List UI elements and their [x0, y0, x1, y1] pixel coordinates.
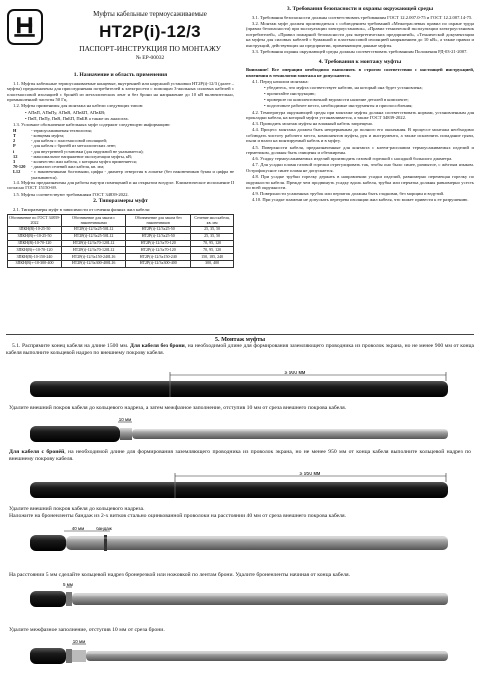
table-row — [8, 240, 234, 247]
section4-b3: • проверьте по комплектовочной ведомости наличие деталей в комплекте; — [264, 97, 409, 103]
table-row — [8, 247, 234, 254]
section1-p3: 1.3. Условное обозначение кабельных муфт содержит следующую информацию: — [13, 121, 171, 127]
legend-key: 3 — [13, 159, 16, 165]
step3-text — [9, 449, 471, 463]
product-title: НТ2Р(i)-12/3 — [99, 22, 201, 41]
table-cell: 70, 95, 120 — [191, 240, 234, 247]
legend-value: - для кабеля с пластмассовой изоляцией; — [31, 138, 108, 144]
section4-heading: 4. Требования к монтажу муфты — [318, 58, 402, 65]
document-number: № ЕР-00032 — [135, 55, 165, 61]
step7-text: Удалите межфазное заполнение, отступив 10 мм от среза брони. — [9, 627, 165, 633]
dim-label-5: 5 мм — [63, 583, 73, 587]
section3-heading: 3. Требования безопасности и охраны окружающей среды — [286, 6, 434, 12]
section1-types2: • ПвП, ПвПу, ПвВ, ПвБП, ПвБВ а также их аналогах. — [25, 115, 129, 121]
section5 — [6, 336, 474, 357]
section1-p4: 1.4. Муфты предназначены для работы внутри помещений и на открытом воздухе. Климатическое исполнение II согласно ГОСТ 15150-69. — [7, 179, 234, 191]
legend-value: - с наконечниками болтовыми, цифра - диаметр отверстия в лопатке (без наконечников буква и цифра не указываются). — [31, 169, 234, 180]
sizes-table — [7, 214, 234, 267]
table-cell: НТ2Р(i)-12/3х25-50 — [126, 226, 191, 233]
table-cell: 3ПКН(В)+-10-300-400 — [8, 260, 62, 267]
dim-label-10b: 10 мм — [72, 640, 86, 644]
cable-figure-6 — [30, 640, 448, 668]
legend-row — [13, 169, 234, 179]
section1-types1: • АПвП, АПвПу, АПвВ, АПвБП, АПвБВ; — [25, 109, 106, 115]
section5-heading: 5. Монтаж муфты — [214, 336, 266, 343]
table-cell: 3ПКН(В)-10-70-120 — [8, 240, 62, 247]
table-cell: НТ2Р(i)-12/3х70-120L12 — [62, 240, 126, 247]
section4-p2: 4.2. Температура окружающей среды при монтаже муфты должна соответствовать нормам, установленным для прокладки кабеля, на который муфта устанавливается, а также ГОСТ 34839-2022. — [246, 109, 474, 121]
column-header: Обозначение для заказа без наконечников — [126, 215, 191, 227]
table-cell: НТ2Р(i)-12/3х150-240 — [126, 254, 191, 261]
legend-value: - диапазон сечений жил кабеля, кв. мм; — [31, 164, 105, 170]
table-cell: НТ2Р(i)-12/3х300-400 — [126, 260, 191, 267]
table-cell: НТ2Р(i)-12/3х70-120L12 — [62, 247, 126, 254]
section3-p3: 3.3. Требования охраны окружающей среды должны соответствовать требованиям Положения РД-03-21-2007. — [252, 49, 468, 55]
cable-figure-4 — [30, 527, 448, 555]
table-cell: НТ2Р(i)-12/3х300-400L16 — [62, 260, 126, 267]
table-cell: 3ПКН(В)-10-150-240 — [8, 254, 62, 261]
table-body — [8, 226, 234, 267]
dim-label-40: 40 мм — [71, 527, 85, 531]
step5-text: Наложите на броненленты бандаж из 2-х витков стально оцинкованной проволоки на расстоянии 40 мм от среза внешнего покрова кабеля. — [9, 513, 347, 519]
legend-value: - максимальное напряжение эксплуатации муфты, кВ; — [31, 153, 133, 159]
legend-value: - для внутренней установки (для наружной не указывается); — [31, 148, 144, 154]
legend-key: Р — [13, 143, 16, 149]
section4-p3: 4.3. Проводить монтаж муфты на влажный кабель запрещено. — [252, 121, 374, 127]
section5-p1-start: 5.1. Распрямите конец кабеля на длине 1500 мм. — [12, 343, 130, 349]
step2-text: Удалите внешний покров кабеля до кольцевого надреза, а затем межфазное заполнение, отступив 10 мм от среза внешнего покрова кабеля. — [9, 405, 347, 411]
table-cell: НТ2Р(i)-12/3х25-50 — [126, 233, 191, 240]
column-header: Обозначение по ГОСТ 34839-2022 — [9, 214, 60, 225]
cable-figure-2 — [30, 418, 448, 446]
section4-p8: 4.8. При усадке трубки горелку держать в направлении усадки изделий, равномерно перемещая горелку по окружности кабеля. Прежде чем продвинуть усадку вдоль кабеля, трубка или перчатка должны равномерно усесть по всей окружности. — [246, 174, 474, 191]
dim-label-900: ≥ 900 мм — [284, 371, 306, 376]
section4-p1: 4.1. Перед началом монтажа: — [252, 79, 309, 85]
document-subtitle: ПАСПОРТ-ИНСТРУКЦИЯ ПО МОНТАЖУ — [79, 44, 221, 53]
section4-b4: • подготовьте рабочее место, необходимые инструменты и приспособления; — [264, 103, 413, 109]
column-header: Обозначение для заказа с наконечниками — [62, 215, 126, 227]
section4-p5: 4.5. Поверхности кабеля, предназначенные для контакта с клеем-расплавом термоусаживаемых изделий и герметиком, должны быть очищены и обезжирены. — [246, 144, 474, 156]
section4-warning: Внимание! Все операции необходимо выполнять в строгом соответствии с настоящей инструкцией, изменения в технологии монтажа не допускаются. — [246, 67, 474, 78]
legend-value: - термоусаживаемая технология; — [31, 127, 92, 133]
section1-p2: 1.2. Муфты применимы для монтажа на кабели следующих типов: — [13, 103, 144, 109]
legend-key: Т — [13, 133, 16, 139]
legend-key: 12 — [13, 153, 18, 159]
section3-p2: 3.2. Монтаж муфт должен производиться с соблюдением требований «Межотраслевых правил по охране труда (правил безопасности) при эксплуатации электроустановок», «Правил технической эксплуатации электроустановок потребителей», «Правил пожарной безопасности для энергетических предприятий», «Технической документации на муфты для силовых кабелей с бумажной и пластмассовой изоляцией напряжением до 10 кВ», а также правил и инструкций, действующих на предприятии, применяющем данные муфты. — [246, 20, 474, 49]
table-cell: 300, 400 — [191, 260, 234, 267]
left-column — [7, 72, 234, 268]
section1-p5: 1.5. Муфты соответствуют требованиям ГОСТ 34839-2022. — [13, 191, 129, 197]
section5-p1 — [6, 343, 474, 357]
table-cell: 25, 35, 50 — [191, 233, 234, 240]
legend-key: i — [13, 148, 15, 154]
section1-heading: 1. Назначение и область применения — [73, 72, 168, 78]
section4-p9: 4.9. Поверхности усаженных трубок или перчаток должны быть гладкими, без морщин и вздутий. — [252, 191, 445, 197]
table-cell: НТ2Р(i)-12/3х150-240L16 — [62, 254, 126, 261]
table-cell: НТ2Р(i)-12/3х70-120 — [126, 240, 191, 247]
dim-label-950: ≥ 950 мм — [299, 472, 321, 477]
legend-key: Н — [13, 127, 17, 133]
table-row — [8, 254, 234, 261]
table-row — [8, 260, 234, 267]
table-cell: НТ2Р(i)-12/3х25-50L12 — [62, 233, 126, 240]
table-row — [8, 233, 234, 240]
table-cell: 70, 95, 120 — [191, 247, 234, 254]
legend-value: - концевая муфта; — [31, 133, 65, 139]
header-caption: Муфты кабельные термоусаживаемые — [93, 10, 207, 18]
section5-p1-bold: Для кабеля без брони — [129, 343, 185, 349]
legend-key: 70-120 — [13, 164, 26, 170]
legend-value: - количество жил кабеля, с которым муфта применяется; — [31, 159, 137, 165]
dim-label-10: 10 мм — [118, 418, 132, 422]
section4-p7: 4.7. Для усадки пламя газовой горелки отрегулировать так, чтобы оно было синее, размытое, с жёлтым языком. Острофокусное синее пламя не допускается. — [246, 162, 474, 173]
legend-value: - для кабеля с бронёй из металлических лент; — [31, 143, 117, 149]
table-header-row — [8, 215, 234, 227]
table-cell: НТ2Р(i)-12/3х70-120 — [126, 247, 191, 254]
step3-end: , на необходимой длине для формирования заземляющего проводника из проволок экрана, но не менее 950 мм от конца кабеля выполните кольцевой надрез по внешнему покрову кабеля. — [9, 449, 471, 462]
section-divider — [6, 334, 474, 335]
table-cell: 3ПКН(В)+-10-25-50 — [8, 233, 62, 240]
table-cell: НТ2Р(i)-12/3х25-50L12 — [62, 226, 126, 233]
section4-p4: 4.4. Процесс монтажа должен быть непрерывным до полного его окончания. В процессе монтажа необходимо соблюдать чистоту рабочего места, компонентов муфты, рук и инструмента, а также исключить попадание грязи, пыли и влаги на монтируемый кабель и в муфту. — [246, 127, 474, 144]
section4-b2: • прочитайте инструкцию; — [264, 91, 316, 97]
section1-p1: 1.1. Муфты кабельные термоусаживаемые концевые, внутренней или наружной установки НТ2Р(i)-12/3 (далее – муфты) предназначены для присоединения потребителей к электросети с помощью 3-жильных силовых кабелей с пластмассовой изоляцией с бронёй из металлических лент и без брони на напряжение до 10 кВ включительно, промышленной частоты 50 Гц. — [7, 80, 234, 103]
section5-p1-end: , на необходимой длине для формирования заземляющего проводника из проволок экрана, но не менее 900 мм от конца кабеля выполните кольцевой надрез по внешнему покрову кабеля. — [6, 343, 474, 356]
cable-figure-5 — [30, 583, 448, 611]
section4-b1: • убедитесь, что муфта соответствует кабелю, на который она будет установлена; — [264, 85, 423, 91]
legend-key: 2 — [13, 138, 16, 144]
section4-p10: 4.10. При усадке пламени не допускать перегрева изоляции жил кабеля, что может привести к ее разрушению. — [252, 197, 469, 203]
right-column — [246, 6, 474, 204]
section4-p6: 4.6. Усадку термоусаживаемых изделий производить газовой горелкой с насадкой большого диаметра. — [252, 156, 453, 162]
designation-legend — [7, 128, 234, 180]
table-cell: 25, 35, 50 — [191, 226, 234, 233]
table-cell: 3ПКН(В)-10-25-50 — [8, 226, 62, 233]
cable-figure-3 — [30, 472, 448, 502]
table-row — [8, 226, 234, 233]
section2-heading: 2. Типоразмеры муфт — [93, 198, 148, 205]
step4-text: Удалите внешний покров кабеля до кольцевого надреза. — [9, 506, 145, 512]
step3-bold: Для кабеля с бронёй — [9, 449, 65, 455]
cable-figure-1 — [30, 371, 448, 401]
dim-label-bandage: бандаж — [96, 527, 112, 531]
table-cell: 150, 185, 240 — [191, 254, 234, 261]
brand-logo-icon — [9, 11, 41, 43]
table-cell: 3ПКН(В)+-10-70-120 — [8, 247, 62, 254]
column-header: Сечение жил кабеля, кв. мм — [191, 215, 234, 227]
step6-text: На расстоянии 5 мм сделайте кольцевой надрез бронерезкой или ножовкой по лентам брони. Удалите броненленты начиная от конца кабеля. — [9, 572, 350, 578]
section3-p1: 3.1. Требования безопасности должны соответствовать требованиям ГОСТ 12.2.007.0-75 и ГОСТ 12.2.007.14-75. — [252, 14, 473, 20]
section2-intro: 2.1. Типоразмеры муфт в зависимости от сечения фазных жил кабеля: — [13, 206, 151, 212]
brand-logo — [7, 9, 43, 45]
legend-key: L12 — [13, 169, 21, 175]
